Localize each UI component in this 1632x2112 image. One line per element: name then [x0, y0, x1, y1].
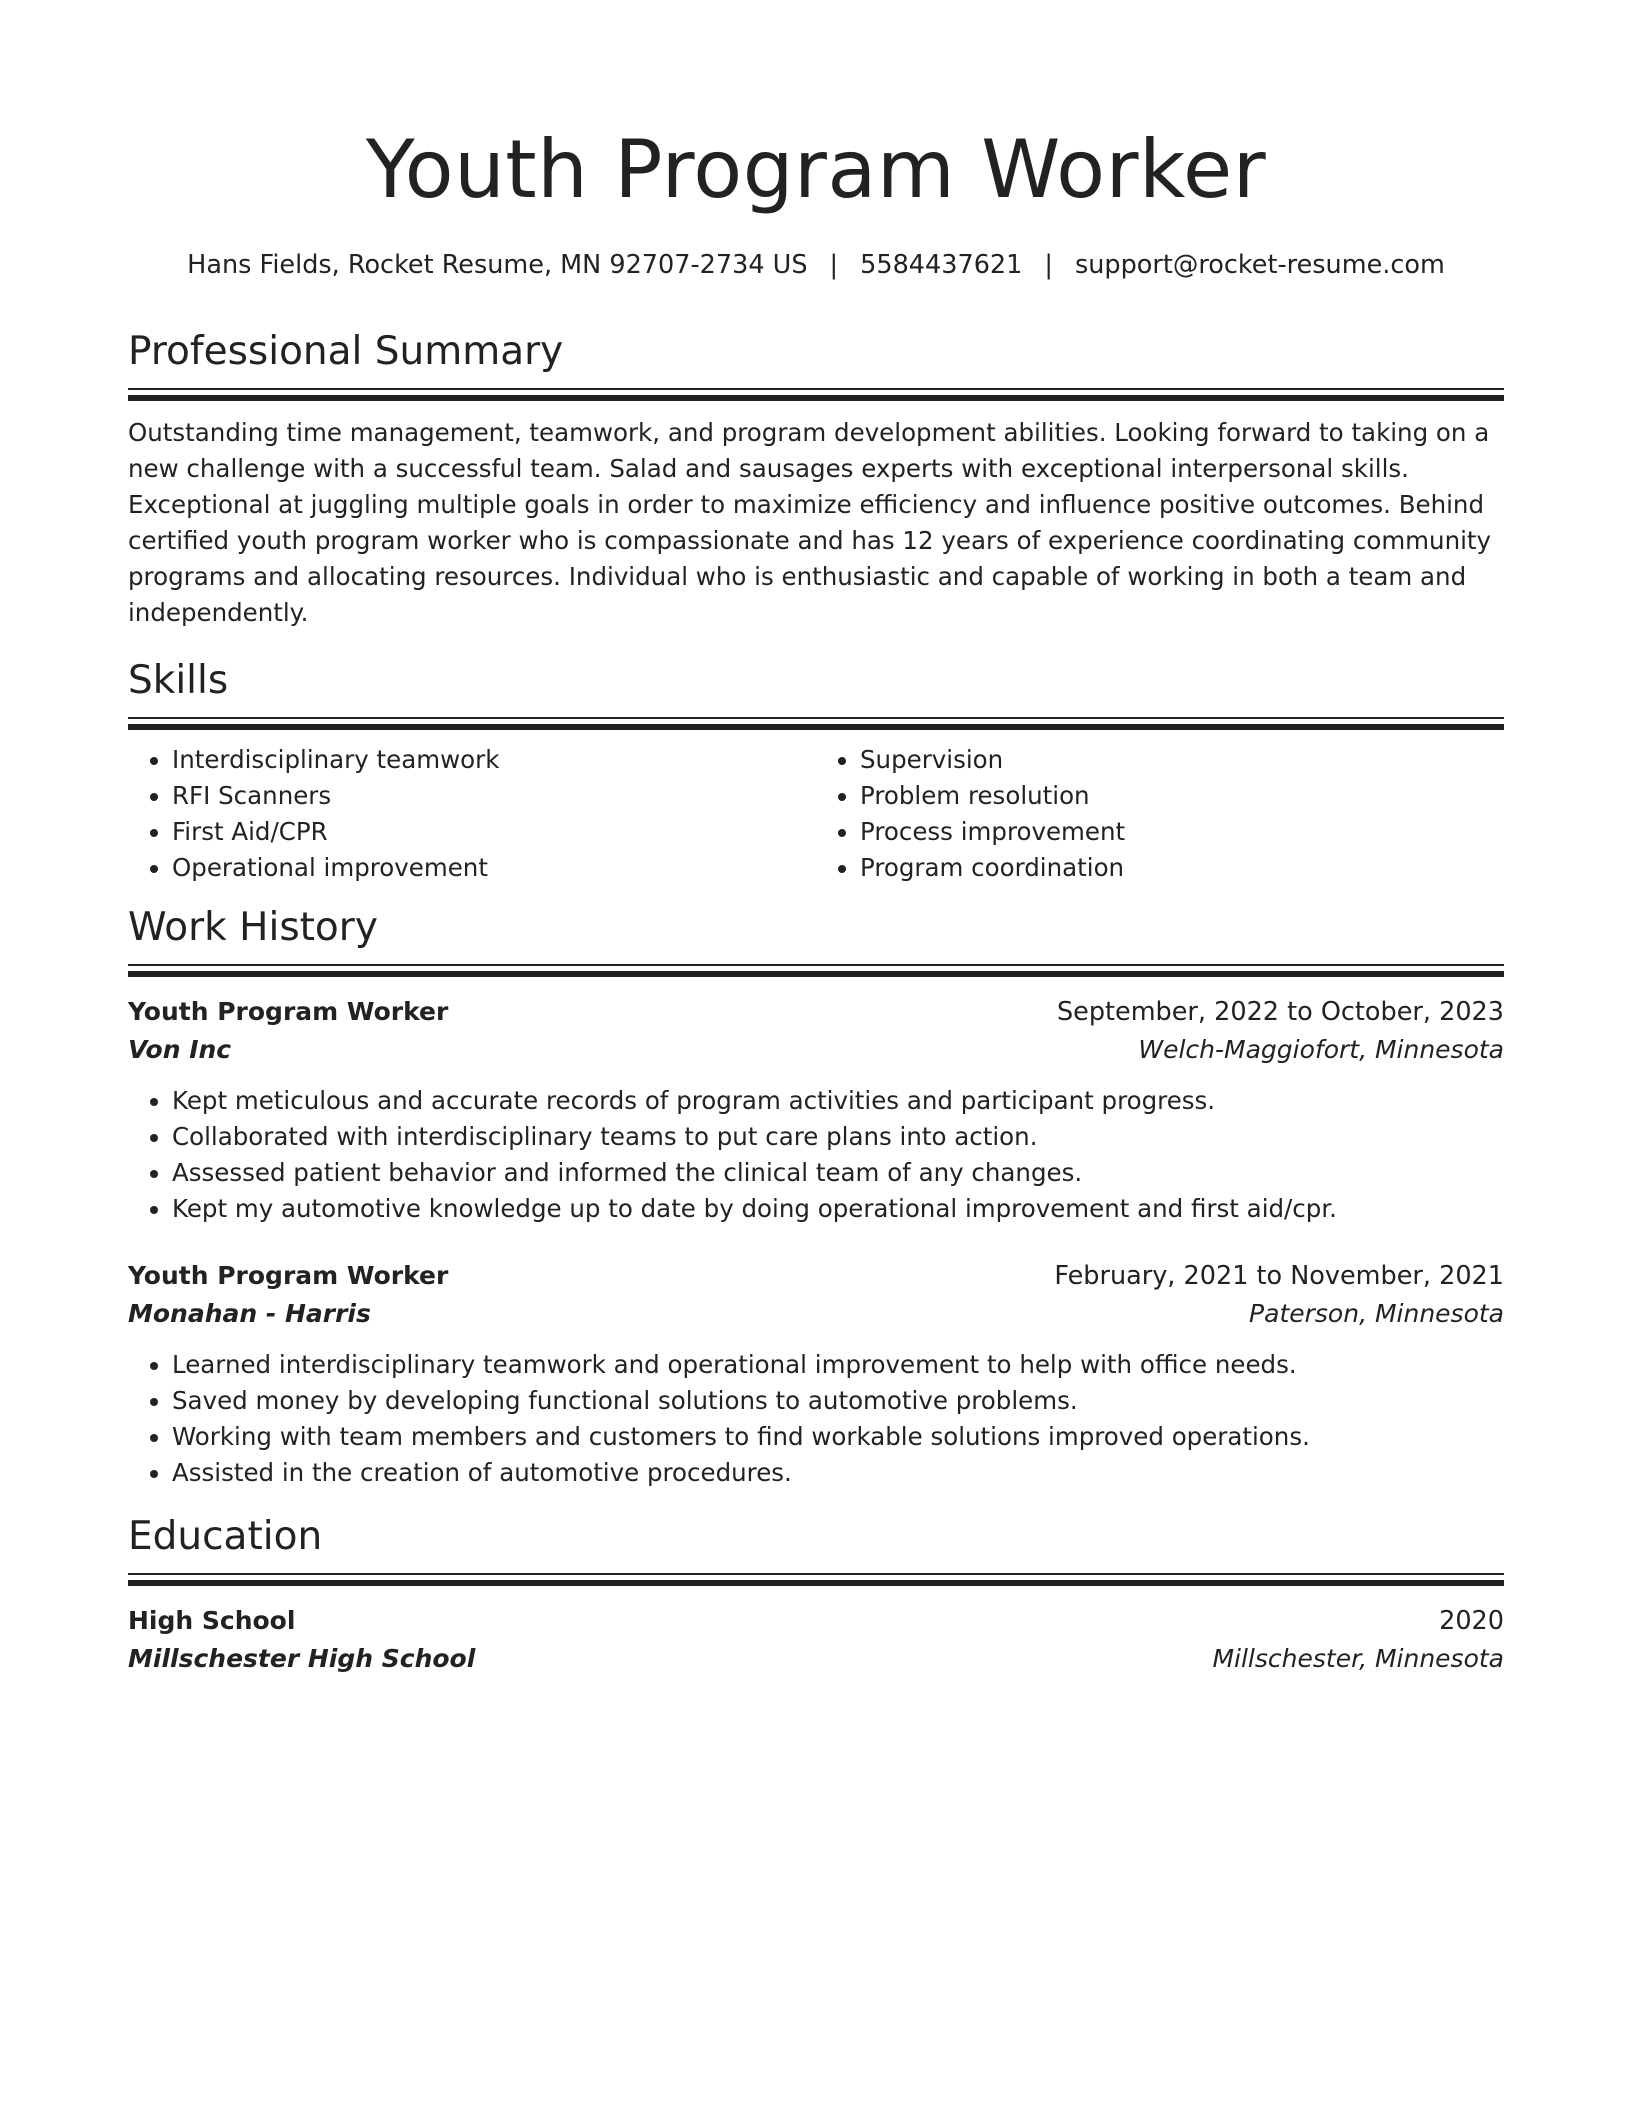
job-bullet: • Kept my automotive knowledge up to date by doing operational improvement and first aid/cpr.: [172, 1191, 1504, 1227]
section-divider: [128, 964, 1504, 977]
education-location: Millschester, Minnesota: [1212, 1644, 1504, 1673]
skills-column-left: [128, 742, 816, 886]
section-divider: [128, 388, 1504, 401]
skill-item: • Problem resolution: [860, 778, 1504, 814]
contact-line: [128, 248, 1504, 282]
job-company: Von Inc: [128, 1035, 232, 1064]
skill-item: • First Aid/CPR: [172, 814, 816, 850]
skill-item: • Supervision: [860, 742, 1504, 778]
education-school: Millschester High School: [128, 1644, 476, 1673]
skill-item: • Operational improvement: [172, 850, 816, 886]
job-bullet: • Assisted in the creation of automotive procedures.: [172, 1455, 1504, 1491]
job-header-row: [128, 993, 1504, 1031]
job-bullet: • Collaborated with interdisciplinary teams to put care plans into action.: [172, 1119, 1504, 1155]
skill-item: • Process improvement: [860, 814, 1504, 850]
section-divider: [128, 1573, 1504, 1586]
education-section: [128, 1511, 1504, 1678]
job-bullet: • Kept meticulous and accurate records of program activities and participant progress.: [172, 1083, 1504, 1119]
job-dates: September, 2022 to October, 2023: [1056, 997, 1504, 1027]
job-location: Paterson, Minnesota: [1249, 1299, 1504, 1328]
section-divider: [128, 717, 1504, 730]
education-degree: High School: [128, 1606, 296, 1635]
skill-item: • Interdisciplinary teamwork: [172, 742, 816, 778]
job-location: Welch-Maggiofort, Minnesota: [1138, 1035, 1504, 1064]
education-year: 2020: [1439, 1606, 1504, 1636]
skills-column-right: [816, 742, 1504, 886]
job-company: Monahan - Harris: [128, 1299, 371, 1328]
contact-address: Hans Fields, Rocket Resume, MN 92707-2734 US: [187, 250, 808, 280]
job-title: Youth Program Worker: [128, 1261, 449, 1290]
job-header-row: [128, 1257, 1504, 1295]
job-bullet: • Assessed patient behavior and informed the clinical team of any changes.: [172, 1155, 1504, 1191]
job-bullet: • Working with team members and customers to find workable solutions improved operations.: [172, 1419, 1504, 1455]
skill-item: • Program coordination: [860, 850, 1504, 886]
job-dates: February, 2021 to November, 2021: [1054, 1261, 1504, 1291]
job-title: Youth Program Worker: [128, 997, 449, 1026]
job-bullets: [128, 1083, 1504, 1227]
contact-separator: |: [829, 250, 839, 280]
contact-phone: 5584437621: [860, 250, 1023, 280]
job-entry: [128, 993, 1504, 1227]
contact-separator: |: [1044, 250, 1053, 280]
education-subheader-row: [128, 1640, 1504, 1678]
work-history-section: [128, 902, 1504, 1491]
job-entry: [128, 1257, 1504, 1491]
job-bullet: • Learned interdisciplinary teamwork and operational improvement to help with office needs.: [172, 1347, 1504, 1383]
summary-section: [128, 326, 1504, 631]
education-heading: Education: [128, 1514, 323, 1559]
job-bullet: • Saved money by developing functional solutions to automotive problems.: [172, 1383, 1504, 1419]
skills-heading: Skills: [128, 658, 229, 703]
education-entry: [128, 1602, 1504, 1678]
work-history-heading: Work History: [128, 905, 378, 950]
summary-text: Outstanding time management, teamwork, and program development abilities. Looking forward to taking on a new challenge with a successful team. Salad and sausages experts with exceptional interpersonal skills. Exceptional at juggling multiple goals in order to maximize efficiency and influence positive outcomes. Behind certified youth program worker who is compassionate and has 12 years of experience coordinating community programs and allocating resources. Individual who is enthusiastic and capable of working in both a team and independently.: [128, 418, 1492, 627]
skill-item: • RFI Scanners: [172, 778, 816, 814]
job-subheader-row: [128, 1031, 1504, 1069]
education-header-row: [128, 1602, 1504, 1640]
summary-heading: Professional Summary: [128, 329, 564, 374]
contact-email: support@rocket-resume.com: [1074, 250, 1445, 280]
job-subheader-row: [128, 1295, 1504, 1333]
skills-grid: [128, 742, 1504, 886]
resume-title: Youth Program Worker: [365, 123, 1267, 216]
job-bullets: [128, 1347, 1504, 1491]
skills-section: [128, 655, 1504, 886]
